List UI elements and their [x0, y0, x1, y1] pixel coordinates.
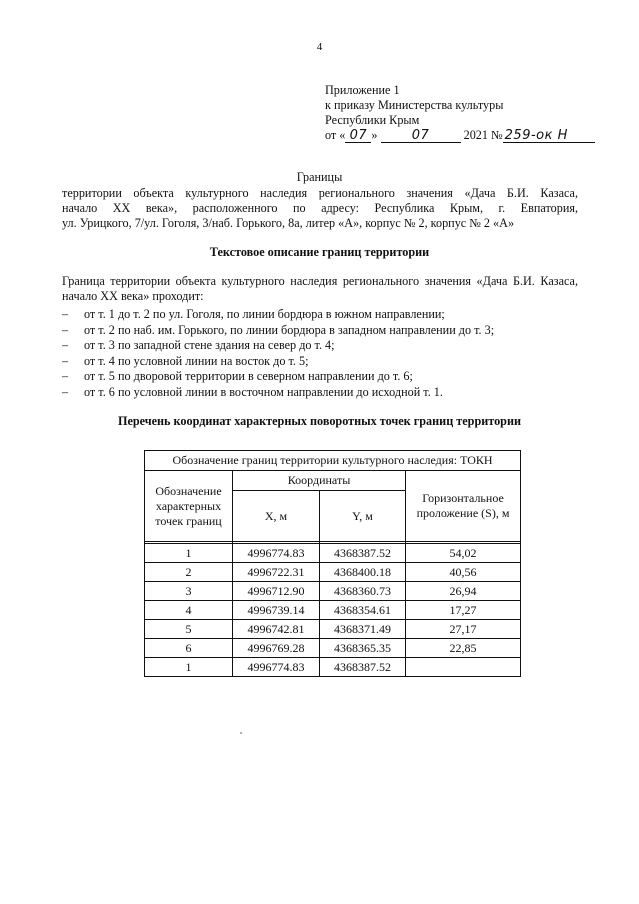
- coordinates-table: [144, 450, 521, 677]
- cell-s: 40,56: [406, 563, 521, 582]
- table-row: [145, 658, 521, 677]
- dash-bullet: –: [62, 307, 69, 321]
- object-description-line: начало XX века», расположенного по адресу: Республика Крым, г. Евпатория,: [62, 201, 578, 215]
- cell-x: 4996742.81: [233, 620, 320, 639]
- cell-s: 27,17: [406, 620, 521, 639]
- order-number: 259-ок Н: [503, 129, 595, 143]
- list-item-text: от т. 6 по условной линии в восточном направлении до исходной т. 1.: [84, 384, 443, 399]
- cell-x: 4996722.31: [233, 563, 320, 582]
- list-item: [62, 385, 578, 401]
- cell-point: 6: [145, 639, 233, 658]
- boundary-intro-line: Граница территории объекта культурного наследия регионального значения «Дача Б.И. Казаса,: [62, 274, 578, 288]
- cell-s: 54,02: [406, 544, 521, 563]
- cell-x: 4996774.83: [233, 658, 320, 677]
- table-caption: Обозначение границ территории культурного наследия: ТОКН: [145, 451, 521, 471]
- list-item-text: от т. 5 по дворовой территории в северном направлении до т. 6;: [84, 369, 413, 383]
- cell-s: 17,27: [406, 601, 521, 620]
- list-item: [62, 338, 578, 354]
- appendix-title: Приложение 1: [325, 83, 400, 97]
- cell-y: 4368354.61: [320, 601, 406, 620]
- dash-bullet: –: [62, 338, 69, 352]
- cell-x: 4996774.83: [233, 544, 320, 563]
- list-item-text: от т. 2 по наб. им. Горького, по линии бордюра в западном направлении до т. 3;: [84, 322, 495, 337]
- date-month: 07: [381, 129, 461, 143]
- table-row: [145, 601, 521, 620]
- list-item: [62, 323, 578, 339]
- cell-x: 4996712.90: [233, 582, 320, 601]
- date-year: 2021 №: [463, 128, 503, 142]
- cell-s: 26,94: [406, 582, 521, 601]
- cell-point: 1: [145, 544, 233, 563]
- cell-point: 2: [145, 563, 233, 582]
- cell-point: 4: [145, 601, 233, 620]
- section-text-heading: Текстовое описание границ территории: [209, 245, 430, 259]
- cell-y: 4368387.52: [320, 658, 406, 677]
- table-row: [145, 544, 521, 563]
- document-title: Границы: [296, 170, 343, 184]
- appendix-order-ref: к приказу Министерства культуры: [325, 98, 504, 112]
- appendix-date-line: [325, 128, 585, 143]
- cell-point: 1: [145, 658, 233, 677]
- cell-x: 4996769.28: [233, 639, 320, 658]
- cell-s: [406, 658, 521, 677]
- date-mid: »: [371, 128, 378, 142]
- cell-y: 4368371.49: [320, 620, 406, 639]
- table-row: [145, 582, 521, 601]
- list-item-text: от т. 3 по западной стене здания на север до т. 4;: [84, 338, 335, 352]
- list-item: [62, 307, 578, 323]
- cell-y: 4368360.73: [320, 582, 406, 601]
- page-number: 4: [316, 41, 323, 53]
- appendix-block: [325, 83, 585, 143]
- list-item: [62, 369, 578, 385]
- cell-x: 4996739.14: [233, 601, 320, 620]
- boundary-intro-line: начало XX века» проходит:: [62, 289, 204, 303]
- date-day: 07: [345, 129, 371, 143]
- cell-y: 4368400.18: [320, 563, 406, 582]
- dash-bullet: –: [62, 322, 69, 337]
- cell-y: 4368365.35: [320, 639, 406, 658]
- dash-bullet: –: [62, 353, 69, 368]
- header-y: Y, м: [320, 491, 406, 542]
- list-item-text: от т. 4 по условной линии на восток до т. 5;: [84, 353, 309, 368]
- section-coords-heading: Перечень координат характерных поворотных точек границ территории: [117, 414, 521, 428]
- list-item-text: от т. 1 до т. 2 по ул. Гоголя, по линии бордюра в южном направлении;: [84, 307, 445, 321]
- dash-bullet: –: [62, 384, 69, 399]
- header-x: X, м: [233, 491, 320, 542]
- table-row: [145, 563, 521, 582]
- object-description-line: ул. Урицкого, 7/ул. Гоголя, 3/наб. Горького, 8а, литер «А», корпус № 2, корпус № 2 «А»: [62, 216, 515, 230]
- object-description: [62, 186, 578, 231]
- boundary-intro: [62, 274, 578, 304]
- header-coordinates: Координаты: [233, 471, 406, 491]
- dash-bullet: –: [62, 369, 69, 383]
- cell-point: 3: [145, 582, 233, 601]
- header-horizontal-distance: Горизонтальное проложение (S), м: [406, 471, 521, 542]
- date-prefix: от «: [325, 128, 346, 142]
- header-point-designation: Обозначение характерных точек границ: [145, 471, 233, 542]
- object-description-line: территории объекта культурного наследия регионального значения «Дача Б.И. Казаса,: [62, 186, 578, 200]
- cell-y: 4368387.52: [320, 544, 406, 563]
- scan-speck: [240, 732, 242, 734]
- appendix-republic: Республики Крым: [325, 113, 420, 127]
- table-row: [145, 620, 521, 639]
- cell-point: 5: [145, 620, 233, 639]
- list-item: [62, 354, 578, 370]
- cell-s: 22,85: [406, 639, 521, 658]
- table-row: [145, 639, 521, 658]
- boundary-steps-list: [62, 307, 578, 400]
